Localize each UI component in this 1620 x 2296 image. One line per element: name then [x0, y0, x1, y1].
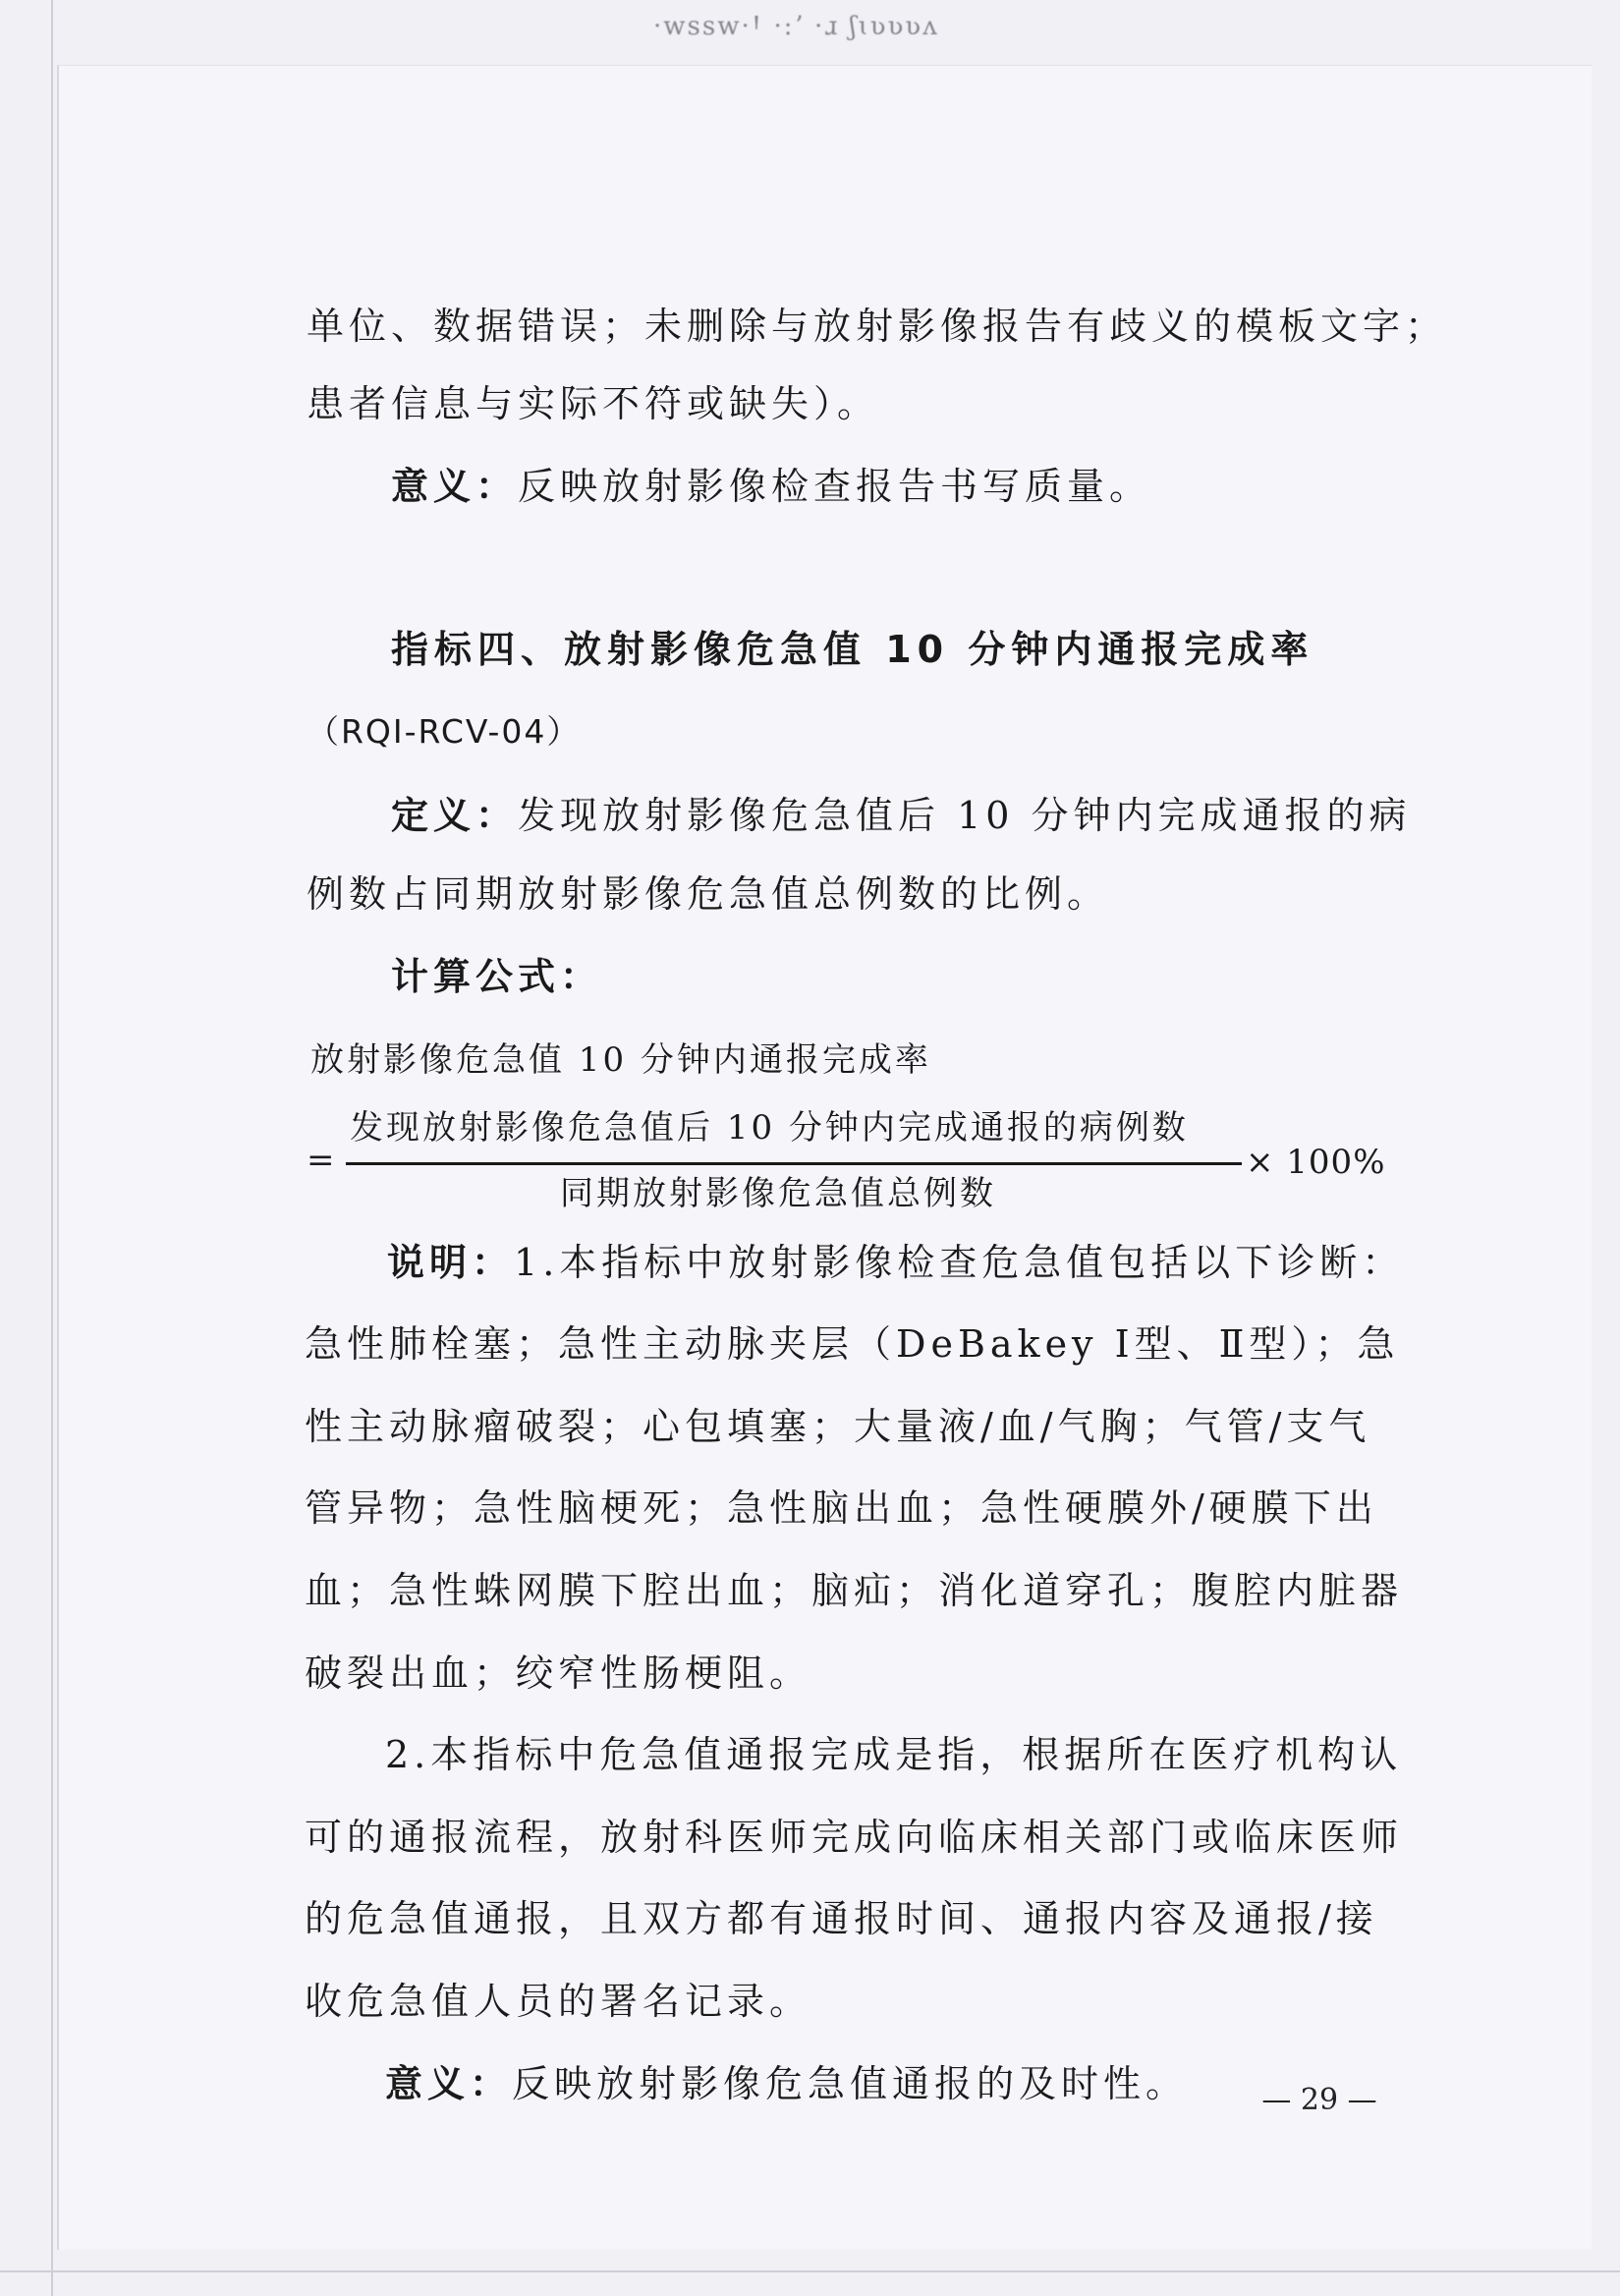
notes-item1-line: 管异物；急性脑梗死；急性脑出血；急性硬膜外/硬膜下出 — [305, 1486, 1378, 1530]
formula-numerator: 发现放射影像危急值后 10 分钟内完成通报的病例数 — [350, 1108, 1189, 1148]
notes-item2-line: 收危急值人员的署名记录。 — [305, 1980, 812, 2023]
indicator-title: 指标四、放射影像危急值 10 分钟内通报完成率 — [391, 628, 1314, 671]
definition-line-1: 发现放射影像危急值后 10 分钟内完成通报的病 — [518, 794, 1412, 837]
definition-line-2: 例数占同期放射影像危急值总例数的比例。 — [307, 872, 1110, 916]
definition-paragraph — [391, 794, 1412, 837]
meaning-paragraph — [385, 2062, 1189, 2105]
notes-item2-line: 2.本指标中危急值通报完成是指，根据所在医疗机构认 — [385, 1733, 1403, 1776]
formula-multiplier: × 100% — [1246, 1143, 1386, 1182]
indicator-code: （RQI-RCV-04） — [307, 712, 582, 751]
notes-item2-line: 可的通报流程，放射科医师完成向临床相关部门或临床医师 — [305, 1816, 1404, 1859]
meaning-prev-label: 意义： — [391, 465, 519, 508]
header-stamp: ·wssw·Ꞌ ·:ʼ ·ɹ ʃɩʋʋʋʌ — [653, 12, 939, 41]
notes-label: 说明： — [387, 1241, 515, 1284]
fraction-bar — [346, 1162, 1242, 1165]
scan-edge-left — [51, 0, 53, 2296]
meaning-prev-paragraph — [391, 465, 1152, 508]
meaning-text: 反映放射影像危急值通报的及时性。 — [512, 2062, 1189, 2105]
formula-label: 计算公式： — [391, 955, 603, 998]
formula-equals: = — [307, 1141, 338, 1180]
scan-edge-bottom — [0, 2270, 1620, 2272]
definition-label: 定义： — [391, 794, 519, 837]
meaning-prev-text: 反映放射影像检查报告书写质量。 — [518, 465, 1152, 508]
continuation-line-2: 患者信息与实际不符或缺失）。 — [307, 382, 880, 425]
notes-item1-line: 血；急性蛛网膜下腔出血；脑疝；消化道穿孔；腹腔内脏器 — [305, 1569, 1404, 1612]
notes-item2-line: 的危急值通报，且双方都有通报时间、通报内容及通报/接 — [305, 1897, 1378, 1940]
page-number: — 29 — — [1261, 2083, 1377, 2117]
formula-denominator: 同期放射影像危急值总例数 — [560, 1174, 996, 1213]
notes-item1-line: 性主动脉瘤破裂；心包填塞；大量液/血/气胸；气管/支气 — [305, 1405, 1371, 1448]
continuation-line-1: 单位、数据错误；未删除与放射影像报告有歧义的模板文字； — [307, 305, 1448, 348]
formula-lhs: 放射影像危急值 10 分钟内通报完成率 — [310, 1040, 931, 1080]
meaning-label: 意义： — [385, 2062, 513, 2105]
notes-item1-intro: 1.本指标中放射影像检查危急值包括以下诊断： — [514, 1241, 1405, 1284]
notes-item1-line: 急性肺栓塞；急性主动脉夹层（DeBakey Ⅰ型、Ⅱ型）；急 — [305, 1322, 1400, 1366]
notes-paragraph — [387, 1241, 1405, 1284]
notes-item1-line: 破裂出血；绞窄性肠梗阻。 — [305, 1652, 812, 1695]
